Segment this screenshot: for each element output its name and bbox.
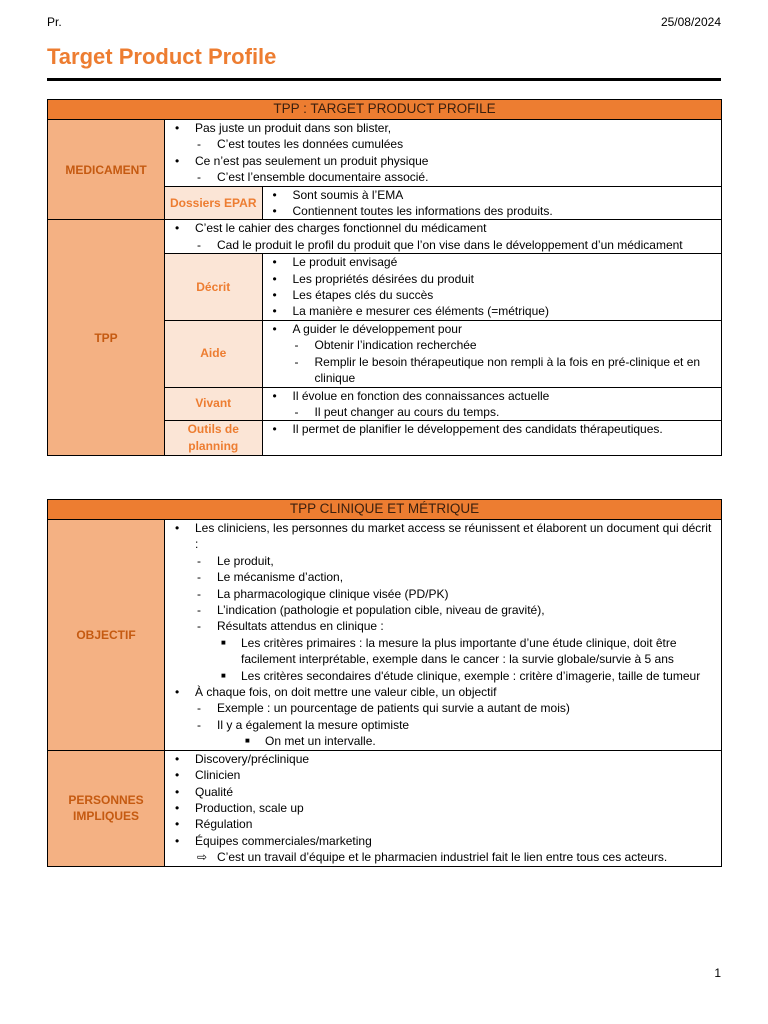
list-item: Il y a également la mesure optimiste	[217, 717, 410, 732]
epar-subtable: Dossiers EPAR • Sont soumis à l’EMA • Contiennent toutes les informations des produits.	[165, 186, 721, 220]
tpp-subtable: Décrit • Le produit envisagé • Les propriétés désirées du produit • Les étapes clés du succès • La manière e mesurer ces éléments (=métrique) Aide • A guider le développement pour - Obtenir l’indication recherchée - Remplir le besoin thérapeutique non rempli à la fois en pré-clinique et en clinique Vivant • Il évolue en fonction des connaissances actuelle - Il peut changer au cours du temps. Outils de planning • Il permet de planifier le développement des candidats thérapeutiques.	[165, 253, 721, 455]
list-item: Clinicien	[195, 768, 241, 783]
list-item: C’est un travail d’équipe et le pharmacien industriel fait le lien entre tous ces acteurs.	[217, 850, 668, 865]
tpp-content: • C’est le cahier des charges fonctionnel du médicament - Cad le produit le profil du produit que l’on vise dans le développement d’un médicament Décrit • Le produit envisagé • Les propriétés désirées du produit • Les étapes clés du succès • La manière e mesurer ces éléments (=métrique) Aide • A guider le développement pour - Obtenir l’indication recherchée - Remplir le besoin thérapeutique non rempli à la fois en pré-clinique et en clinique Vivant • Il évolue en fonction des connaissances actuelle - Il peut changer au cours du temps. Outils de planning • Il permet de planifier le développement des candidats thérapeutiques.	[165, 220, 722, 456]
list-item: Le mécanisme d’action,	[217, 570, 344, 585]
list-item: Régulation	[195, 817, 253, 832]
list-item: Les cliniciens, les personnes du market access se réunissent et élaborent un document qui décrit :	[195, 521, 712, 552]
list-item: Équipes commerciales/marketing	[195, 833, 372, 848]
table-heading: TPP CLINIQUE ET MÉTRIQUE	[48, 500, 722, 520]
list-item: Les étapes clés du succès	[292, 288, 434, 303]
list-item: Résultats attendus en clinique :	[217, 619, 384, 634]
list-item: Sont soumis à l’EMA	[292, 187, 404, 202]
objectif-content: • Les cliniciens, les personnes du market access se réunissent et élaborent un document qui décrit : - Le produit, - Le mécanisme d’action, - La pharmacologique clinique visée (PD/PK) - L’indication (pathologie et population cible, niveau de gravité), - Résultats attendus en clinique : ■ Les critères primaires : la mesure la plus importante d’une étude clinique, doit être facilement interprétable, exemple dans le cancer : la survie globale/survie à 5 ans ■ Les critères secondaires d'étude clinique, exemple : critère d’imagerie, taille de tumeur • À chaque fois, on doit mettre une valeur cible, un objectif - Exemple : un pourcentage de patients qui survie a autant de mois) - Il y a également la mesure optimiste ■ On met un intervalle.	[165, 520, 722, 751]
row-label-tpp: TPP	[48, 220, 165, 456]
sub-label-outils: Outils de planning	[165, 421, 262, 456]
list-item: Production, scale up	[195, 800, 304, 815]
list-item: Cad le produit le profil du produit que l’on vise dans le développement d’un médicament	[217, 237, 683, 252]
list-item: Obtenir l’indication recherchée	[314, 338, 477, 353]
sub-label-vivant: Vivant	[165, 387, 262, 421]
medicament-content: • Pas juste un produit dans son blister, - C’est toutes les données cumulées • Ce n’est pas seulement un produit physique - C’est l’ensemble documentaire associé. Dossiers EPAR • Sont soumis à l’EMA • Contiennent toutes les informations des produits.	[165, 120, 722, 220]
row-label-medicament: MEDICAMENT	[48, 120, 165, 220]
list-item: Les critères secondaires d'étude clinique, exemple : critère d’imagerie, taille de tumeur	[241, 668, 701, 683]
list-item: À chaque fois, on doit mettre une valeur cible, un objectif	[195, 685, 497, 700]
sub-label-aide: Aide	[165, 320, 262, 387]
header-date: 25/08/2024	[660, 15, 721, 29]
list-item: Discovery/préclinique	[195, 751, 310, 766]
sub-label-epar: Dossiers EPAR	[165, 186, 262, 219]
list-item: C’est l’ensemble documentaire associé.	[217, 170, 429, 185]
list-item: L’indication (pathologie et population cible, niveau de gravité),	[217, 603, 545, 618]
personnes-content: • Discovery/préclinique • Clinicien • Qualité • Production, scale up • Régulation • Équipes commerciales/marketing ⇨ C’est un travail d’équipe et le pharmacien industriel fait le lien entre tous ces acteurs.	[165, 750, 722, 866]
list-item: Il peut changer au cours du temps.	[314, 404, 500, 419]
list-item: Le produit envisagé	[292, 255, 398, 270]
list-item: Il permet de planifier le développement des candidats thérapeutiques.	[292, 422, 663, 437]
list-item: Les critères primaires : la mesure la plus importante d’une étude clinique, doit être facilement interprétable, exemple dans le cancer : la survie globale/survie à 5 ans	[241, 635, 677, 667]
title-rule	[47, 78, 721, 81]
table-heading: TPP : TARGET PRODUCT PROFILE	[48, 100, 722, 120]
sub-label-decrit: Décrit	[165, 254, 262, 321]
list-item: Exemple : un pourcentage de patients qui survie a autant de mois)	[217, 701, 570, 716]
list-item: Le produit,	[217, 553, 274, 568]
header-left: Pr.	[47, 15, 62, 29]
page-number: 1	[714, 966, 721, 980]
list-item: C’est le cahier des charges fonctionnel du médicament	[195, 221, 487, 236]
list-item: La pharmacologique clinique visée (PD/PK)	[217, 586, 449, 601]
list-item: Les propriétés désirées du produit	[292, 271, 474, 286]
row-label-objectif: OBJECTIF	[48, 520, 165, 751]
list-item: La manière e mesurer ces éléments (=métrique)	[292, 304, 549, 319]
row-label-personnes: PERSONNES IMPLIQUES	[48, 750, 165, 866]
list-item: Contiennent toutes les informations des produits.	[292, 204, 553, 219]
list-item: Il évolue en fonction des connaissances actuelle	[292, 388, 550, 403]
tpp-clinique-table	[47, 499, 722, 867]
list-item: Ce n’est pas seulement un produit physique	[195, 153, 429, 168]
arrow-icon: ⇨	[197, 850, 208, 865]
list-item: Qualité	[195, 784, 234, 799]
list-item: Remplir le besoin thérapeutique non rempli à la fois en pré-clinique et en clinique	[314, 354, 701, 386]
tpp-table	[47, 99, 722, 456]
list-item: A guider le développement pour	[292, 321, 462, 336]
list-item: Pas juste un produit dans son blister,	[195, 121, 392, 135]
page-title: Target Product Profile	[47, 44, 277, 69]
list-item: C’est toutes les données cumulées	[217, 137, 404, 152]
list-item: On met un intervalle.	[265, 734, 376, 749]
